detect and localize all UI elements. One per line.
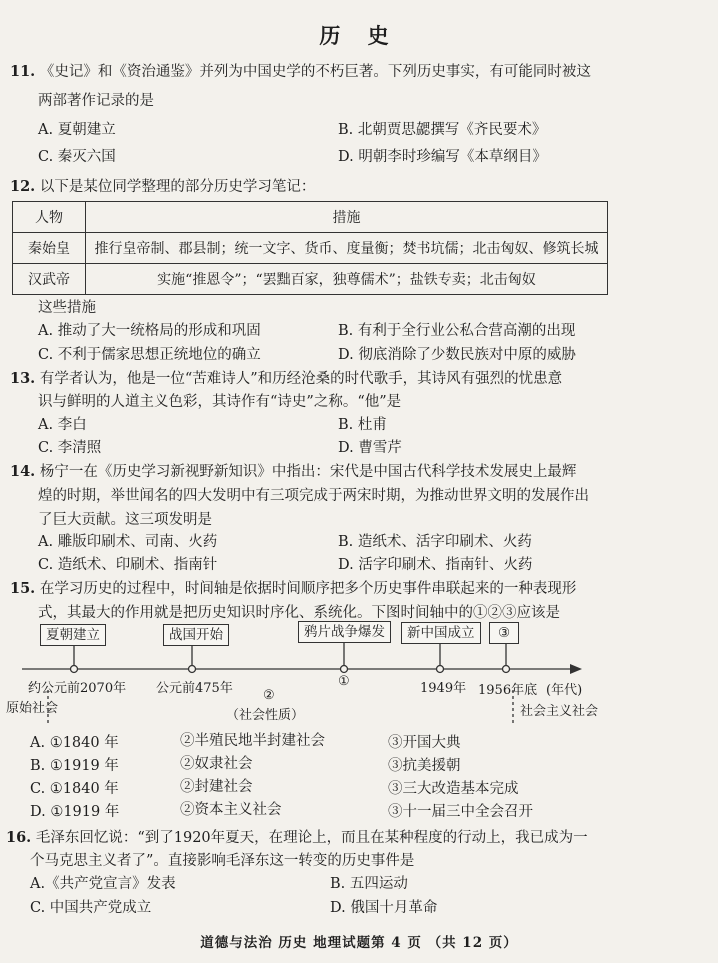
q16-stem — [6, 828, 588, 848]
timeline-unit: (年代) — [546, 683, 583, 698]
q14-option-b[interactable]: B. 造纸术、活字印刷术、火药 — [338, 534, 532, 550]
q16-line2: 个马克思主义者了”。直接影响毛泽东这一转变的历史事件是 — [30, 853, 415, 869]
q11-option-c[interactable]: C. 秦灭六国 — [38, 149, 116, 165]
timeline-society-nature: （社会性质） — [226, 708, 305, 723]
q12-option-a[interactable]: A. 推动了大一统格局的形成和巩固 — [38, 323, 261, 339]
q15-option-d-3[interactable]: ③十一届三中全会召开 — [388, 804, 533, 820]
q12-stem-text: 以下是某位同学整理的部分历史学习笔记： — [39, 179, 316, 195]
table-header-person: 人物 — [13, 202, 86, 233]
q15-line2: 式，其最大的作用就是把历史知识时序化、系统化。下图时间轴中的①②③应该是 — [38, 605, 560, 621]
q16-line1: 毛泽东回忆说：“到了1920年夏天，在理论上，而且在某种程度的行动上，我已成为一 — [35, 830, 588, 846]
table-cell-person: 汉武帝 — [13, 264, 86, 295]
timeline-date-1956: 1956年底 — [478, 683, 538, 698]
q13-option-a[interactable]: A. 李白 — [38, 417, 87, 433]
table-header-measures: 措施 — [86, 202, 608, 233]
page-title: 历 史 — [319, 23, 399, 48]
timeline-box-blank-3: ③ — [489, 622, 519, 644]
q13-option-d[interactable]: D. 曹雪芹 — [338, 440, 402, 456]
q16-option-d[interactable]: D. 俄国十月革命 — [330, 900, 438, 916]
q12-option-d[interactable]: D. 彻底消除了少数民族对中原的威胁 — [338, 347, 576, 363]
timeline-primitive-society: 原始社会 — [6, 701, 59, 716]
q11-line1: 《史记》和《资治通鉴》并列为中国史学的不朽巨著。下列历史事实，有可能同时被这 — [39, 64, 591, 80]
q15-option-b-3[interactable]: ③抗美援朝 — [388, 758, 461, 774]
q15-option-d-2[interactable]: ②资本主义社会 — [180, 802, 282, 818]
q15-option-b-2[interactable]: ②奴隶社会 — [180, 756, 253, 772]
timeline-box-opium-war: 鸦片战争爆发 — [298, 621, 391, 643]
q12-number: 12. — [10, 178, 36, 195]
q11-number: 11. — [10, 63, 36, 80]
table-cell-measures: 推行皇帝制、郡县制；统一文字、货币、度量衡；焚书坑儒；北击匈奴、修筑长城 — [86, 233, 608, 264]
q11-line2: 两部著作记录的是 — [38, 93, 154, 109]
timeline-box-new-china: 新中国成立 — [401, 622, 481, 644]
q14-line3: 了巨大贡献。这三项发明是 — [38, 512, 212, 528]
q15-option-a-3[interactable]: ③开国大典 — [388, 735, 461, 751]
q15-option-a-2[interactable]: ②半殖民地半封建社会 — [180, 733, 325, 749]
table-cell-measures: 实施“推恩令”；“罢黜百家，独尊儒术”；盐铁专卖；北击匈奴 — [86, 264, 608, 295]
timeline-blank-2: ② — [263, 688, 275, 703]
timeline-date-1949: 1949年 — [420, 681, 467, 696]
q14-line1: 杨宁一在《历史学习新视野新知识》中指出：宋代是中国古代科学技术发展史上最辉 — [39, 464, 577, 480]
timeline-box-xia: 夏朝建立 — [40, 624, 106, 646]
timeline-date-blank-1: ① — [338, 674, 350, 689]
q12-option-b[interactable]: B. 有利于全行业公私合营高潮的出现 — [338, 323, 576, 339]
q14-option-d[interactable]: D. 活字印刷术、指南针、火药 — [338, 557, 533, 573]
q16-number: 16. — [6, 829, 32, 846]
q15-option-a-1[interactable]: A. ①1840 年 — [30, 735, 119, 751]
q15-option-c-1[interactable]: C. ①1840 年 — [30, 781, 119, 797]
timeline-socialist-society: 社会主义社会 — [520, 704, 599, 719]
q11-option-a[interactable]: A. 夏朝建立 — [38, 122, 116, 138]
q15-option-c-3[interactable]: ③三大改造基本完成 — [388, 781, 519, 797]
q12-after: 这些措施 — [38, 300, 96, 316]
q14-option-c[interactable]: C. 造纸术、印刷术、指南针 — [38, 557, 218, 573]
q15-line1: 在学习历史的过程中，时间轴是依据时间顺序把多个历史事件串联起来的一种表现形 — [39, 581, 577, 597]
q13-line1: 有学者认为，他是一位“苦难诗人”和历经沧桑的时代歌手，其诗风有强烈的忧患意 — [39, 371, 563, 387]
q16-option-b[interactable]: B. 五四运动 — [330, 876, 408, 892]
q12-option-c[interactable]: C. 不利于儒家思想正统地位的确立 — [38, 347, 261, 363]
page-footer: 道德与法治 历史 地理试题第 4 页 （共 12 页） — [200, 935, 518, 951]
q14-number: 14. — [10, 463, 36, 480]
timeline-box-warring-states: 战国开始 — [163, 624, 229, 646]
q13-number: 13. — [10, 370, 36, 387]
q15-option-b-1[interactable]: B. ①1919 年 — [30, 758, 119, 774]
q13-option-c[interactable]: C. 李清照 — [38, 440, 102, 456]
q15-option-d-1[interactable]: D. ①1919 年 — [30, 804, 120, 820]
q13-option-b[interactable]: B. 杜甫 — [338, 417, 387, 433]
q14-line2: 煌的时期，举世闻名的四大发明中有三项完成于两宋时期，为推动世界文明的发展作出 — [38, 488, 589, 504]
q16-option-c[interactable]: C. 中国共产党成立 — [30, 900, 152, 916]
q15-number: 15. — [10, 580, 36, 597]
q14-option-a[interactable]: A. 雕版印刷术、司南、火药 — [38, 534, 218, 550]
q15-option-c-2[interactable]: ②封建社会 — [180, 779, 253, 795]
timeline-date-xia: 约公元前2070年 — [28, 681, 127, 696]
q16-option-a[interactable]: A.《共产党宣言》发表 — [30, 876, 176, 892]
q11-option-b[interactable]: B. 北朝贾思勰撰写《齐民要术》 — [338, 122, 547, 138]
q13-line2: 识与鲜明的人道主义色彩，其诗作有“诗史”之称。“他”是 — [38, 394, 402, 410]
timeline-date-warring-states: 公元前475年 — [156, 681, 233, 696]
q11-option-d[interactable]: D. 明朝李时珍编写《本草纲目》 — [338, 149, 547, 165]
table-cell-person: 秦始皇 — [13, 233, 86, 264]
